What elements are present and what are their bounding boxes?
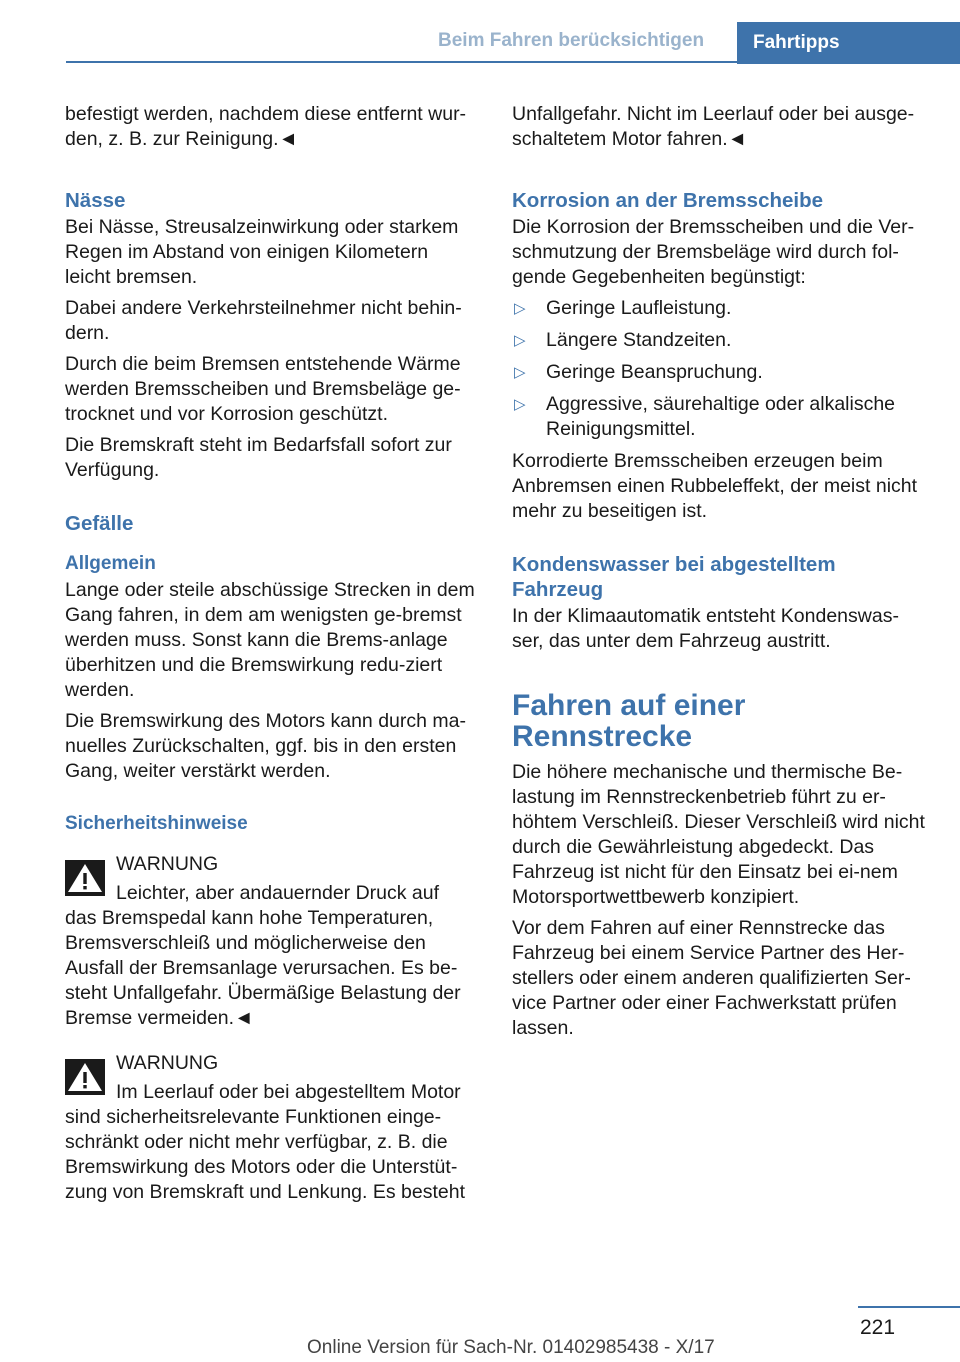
heading-sicherheitshinweise: Sicherheitshinweise xyxy=(65,813,248,834)
section-title: Beim Fahren berücksichtigen xyxy=(438,30,705,51)
bullet-triangle-icon: ▷ xyxy=(514,364,526,381)
warning-text xyxy=(65,1080,475,1205)
online-version-text: Online Version für Sach-Nr. 01402985438 - X/17 xyxy=(307,1337,715,1358)
warning-icon xyxy=(65,1059,105,1095)
warning-icon xyxy=(65,860,105,896)
paragraph: In der Klimaautomatik entsteht Kondenswas-ser, das unter dem Fahrzeug austritt. xyxy=(512,605,899,652)
paragraph: Vor dem Fahren auf einer Rennstrecke das Fahrzeug bei einem Service Partner des Her-stellers oder einem anderen qualifizierten Ser-vice Partner oder einer Fachwerkstatt prüfen lassen. xyxy=(512,917,911,1039)
list-item: ▷ Geringe Laufleistung. xyxy=(514,297,732,319)
paragraph: Die höhere mechanische und thermische Be-lastung im Rennstreckenbetrieb führt zu er-höhtem Verschleiß. Dieser Verschleiß wird nicht durch die Gewährleistung abgedeckt. Das Fahrzeug ist nicht für den Einsatz bei ei-nem Motorsportwettbewerb konzipiert. xyxy=(512,761,925,908)
page-number: 221 xyxy=(860,1316,896,1339)
warning-block xyxy=(65,1051,475,1205)
bullet-list xyxy=(512,296,928,442)
list-item: ▷ Aggressive, säurehaltige oder alkalische Reinigungsmittel. xyxy=(514,393,896,440)
warning-rest: das Bremspedal kann hohe Temperaturen, Bremsverschleiß und möglicherweise den Ausfall der Bremsanlage verursachen. Es be-steht Unfallgefahr. Übermäßige Belastung der Bremse vermeiden.◄ xyxy=(65,907,461,1029)
paragraph: Unfallgefahr. Nicht im Leerlauf oder bei ausge-schaltetem Motor fahren.◄ xyxy=(512,103,915,150)
warning-label: WARNUNG xyxy=(116,1052,219,1074)
paragraph: Bei Nässe, Streusalzeinwirkung oder starkem Regen im Abstand von einigen Kilometern leicht bremsen. xyxy=(65,216,459,288)
warning-text xyxy=(65,881,475,1031)
heading-korrosion: Korrosion an der Bremsscheibe xyxy=(512,189,824,212)
bullet-triangle-icon: ▷ xyxy=(514,396,526,413)
paragraph: Dabei andere Verkehrsteilnehmer nicht behin-dern. xyxy=(65,297,462,344)
heading-kondenswasser: Kondenswasser bei abgestelltem Fahrzeug xyxy=(512,553,836,601)
warning-first-line: Leichter, aber andauernder Druck auf xyxy=(116,882,440,904)
left-column xyxy=(65,102,475,1211)
bullet-triangle-icon: ▷ xyxy=(514,300,526,317)
footer-rule xyxy=(858,1306,960,1308)
paragraph: Die Bremskraft steht im Bedarfsfall sofort zur Verfügung. xyxy=(65,434,452,481)
bullet-triangle-icon: ▷ xyxy=(514,332,526,349)
warning-block xyxy=(65,852,475,1031)
chapter-tab[interactable] xyxy=(737,22,960,64)
warning-first-line: Im Leerlauf oder bei abgestelltem Motor xyxy=(116,1081,461,1103)
paragraph: Korrodierte Bremsscheiben erzeugen beim Anbremsen einen Rubbeleffekt, der meist nicht mehr zu beseitigen ist. xyxy=(512,450,918,522)
chapter-tab-label: Fahrtipps xyxy=(753,32,840,53)
list-item: ▷ Längere Standzeiten. xyxy=(514,329,732,351)
paragraph: Die Korrosion der Bremsscheiben und die Ver-schmutzung der Bremsbeläge wird durch fol-gende Gegebenheiten begünstigt: xyxy=(512,216,915,288)
heading-naesse: Nässe xyxy=(65,189,126,212)
paragraph: Durch die beim Bremsen entstehende Wärme werden Bremsscheiben und Bremsbeläge ge-trocknet und vor Korrosion geschützt. xyxy=(65,353,461,425)
heading-allgemein: Allgemein xyxy=(65,553,156,574)
heading-rennstrecke: Fahren auf einer Rennstrecke xyxy=(512,689,746,753)
right-column xyxy=(512,102,928,1047)
warning-rest: sind sicherheitsrelevante Funktionen einge-schränkt oder nicht mehr verfügbar, z. B. die Bremswirkung des Motors oder die Unterstüt-zung von Bremskraft und Lenkung. Es besteht xyxy=(65,1106,465,1203)
warning-label: WARNUNG xyxy=(116,853,219,875)
paragraph: befestigt werden, nachdem diese entfernt wur-den, z. B. zur Reinigung.◄ xyxy=(65,103,467,150)
list-item: ▷ Geringe Beanspruchung. xyxy=(514,361,763,383)
heading-gefaelle: Gefälle xyxy=(65,512,134,535)
paragraph: Lange oder steile abschüssige Strecken in dem Gang fahren, in dem am wenigsten ge-bremst werden muss. Sonst kann die Brems-anlage überhitzen und die Bremswirkung redu-ziert werden. xyxy=(65,579,475,701)
paragraph: Die Bremswirkung des Motors kann durch ma-nuelles Zurückschalten, ggf. bis in den ersten Gang, weiter verstärkt werden. xyxy=(65,710,466,782)
header-rule xyxy=(66,61,737,63)
page-header xyxy=(0,0,960,62)
